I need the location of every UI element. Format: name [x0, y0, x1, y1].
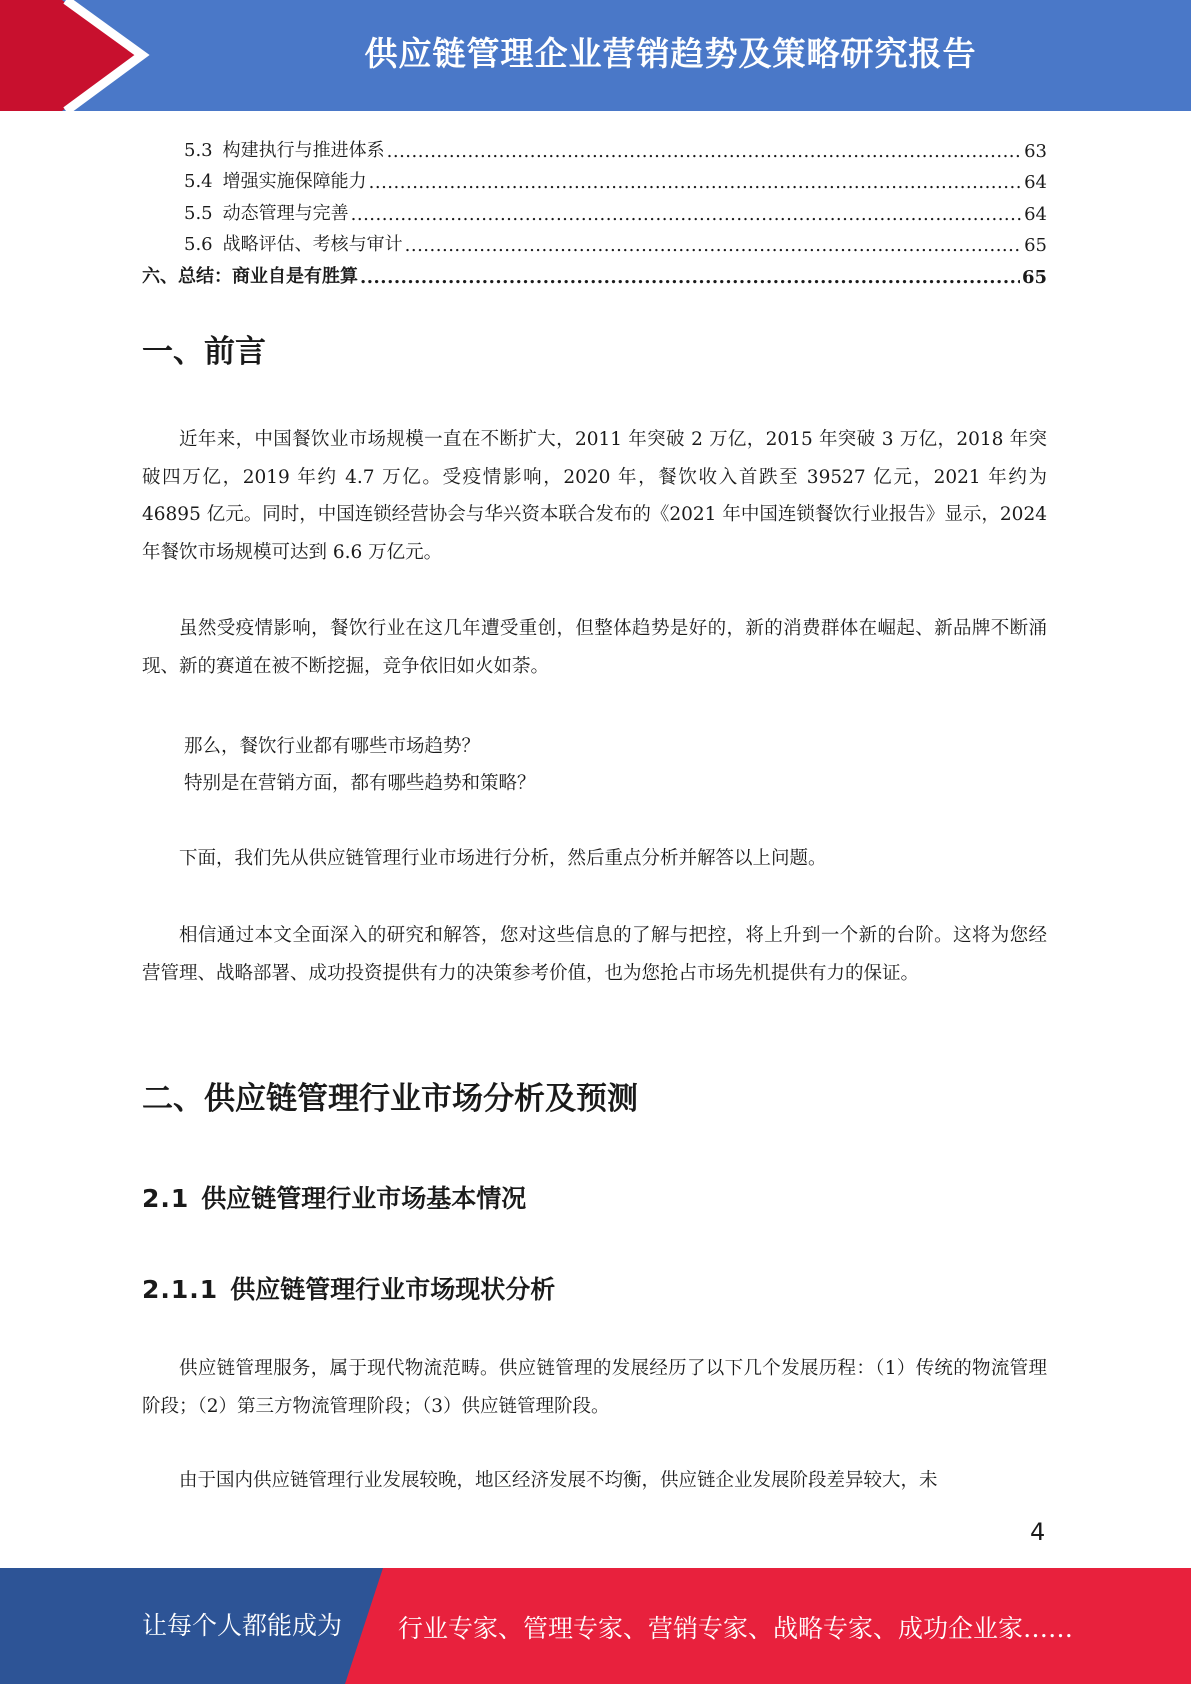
- toc-leader-dots: [360, 267, 1020, 288]
- toc-leader-dots: [387, 141, 1022, 162]
- subsection-heading: [142, 1179, 526, 1215]
- toc-item[interactable]: [142, 193, 1047, 225]
- toc-leader-dots: [405, 235, 1022, 256]
- section-heading-market-analysis: 二、供应链管理行业市场分析及预测: [142, 1081, 638, 1117]
- paragraph: 由于国内供应链管理行业发展较晚，地区经济发展不均衡，供应链企业发展阶段差异较大，未: [179, 1470, 938, 1491]
- page-number: 4: [1030, 1518, 1046, 1546]
- toc-item-label: 战略评估、考核与审计: [222, 234, 403, 255]
- toc-item-label: 六、总结：商业自是有胜算: [142, 265, 358, 287]
- toc-item-number: 5.3: [184, 139, 213, 161]
- paragraph: 相信通过本文全面深入的研究和解答，您对这些信息的了解与把控，将上升到一个新的台阶。这将为您经营管理、战略部署、成功投资提供有力的决策参考价值，也为您抢占市场先机提供有力的保证。: [142, 925, 1047, 984]
- page-footer: [0, 1568, 1191, 1684]
- subsection-title: 供应链管理行业市场现状分析: [230, 1275, 556, 1304]
- footer-slogan-left: 让每个人都能成为: [142, 1611, 343, 1640]
- toc-item-page: 65: [1021, 266, 1047, 288]
- paragraph: 虽然受疫情影响，餐饮行业在这几年遭受重创，但整体趋势是好的，新的消费群体在崛起、新品牌不断涌现、新的赛道在被不断挖掘，竞争依旧如火如荼。: [142, 618, 1047, 677]
- subsection-number: 2.1.1: [142, 1275, 219, 1304]
- toc-item-label: 增强实施保障能力: [222, 171, 367, 192]
- toc-item-page: 64: [1024, 172, 1047, 193]
- red-chevron-decoration: [0, 0, 160, 111]
- toc-leader-dots: [351, 204, 1022, 225]
- subsection-number: 2.1: [142, 1184, 190, 1213]
- toc-item-number: 5.4: [184, 171, 213, 192]
- section-heading-preface: 一、前言: [142, 334, 266, 370]
- question-line: 特别是在营销方面，都有哪些趋势和策略？: [184, 773, 536, 794]
- toc-item-number: 5.5: [184, 202, 213, 224]
- paragraph: 下面，我们先从供应链管理行业市场进行分析，然后重点分析并解答以上问题。: [179, 848, 827, 869]
- paragraph: 供应链管理服务，属于现代物流范畴。供应链管理的发展经历了以下几个发展历程：（1）传统的物流管理阶段；（2）第三方物流管理阶段；（3）供应链管理阶段。: [142, 1358, 1047, 1417]
- toc-item[interactable]: [142, 130, 1047, 162]
- toc-item[interactable]: [142, 225, 1047, 257]
- toc-item-label: 构建执行与推进体系: [222, 139, 385, 161]
- toc-item-number: 5.6: [184, 234, 213, 255]
- toc-item-page: 64: [1024, 203, 1047, 225]
- footer-slogan-right: 行业专家、管理专家、营销专家、战略专家、成功企业家……: [398, 1614, 1074, 1643]
- question-line: 那么，餐饮行业都有哪些市场趋势？: [184, 736, 481, 757]
- subsection-heading: [142, 1270, 555, 1306]
- page-header: [0, 0, 1191, 111]
- toc-item-page: 63: [1024, 140, 1047, 162]
- toc-item-page: 65: [1024, 235, 1047, 256]
- toc-item[interactable]: [142, 162, 1047, 194]
- table-of-contents: [142, 130, 1047, 288]
- paragraph: 近年来，中国餐饮业市场规模一直在不断扩大，2011 年突破 2 万亿，2015 年突破 3 万亿，2018 年突破四万亿，2019 年约 4.7 万亿。受疫情影响，2020 年，餐饮收入首跌至 39527 亿元，2021 年约为 46895 亿元。同时，中国连锁经营协会与华兴资本联合发布的《2021 年中国连锁餐饮行业报告》显示，2024 年餐饮市场规模可达到 6.6 万亿元。: [142, 429, 1047, 563]
- subsection-title: 供应链管理行业市场基本情况: [201, 1184, 527, 1213]
- toc-leader-dots: [369, 172, 1022, 193]
- toc-item-chapter[interactable]: [142, 256, 1047, 288]
- toc-item-label: 动态管理与完善: [222, 202, 349, 224]
- header-title: 供应链管理企业营销趋势及策略研究报告: [364, 34, 977, 73]
